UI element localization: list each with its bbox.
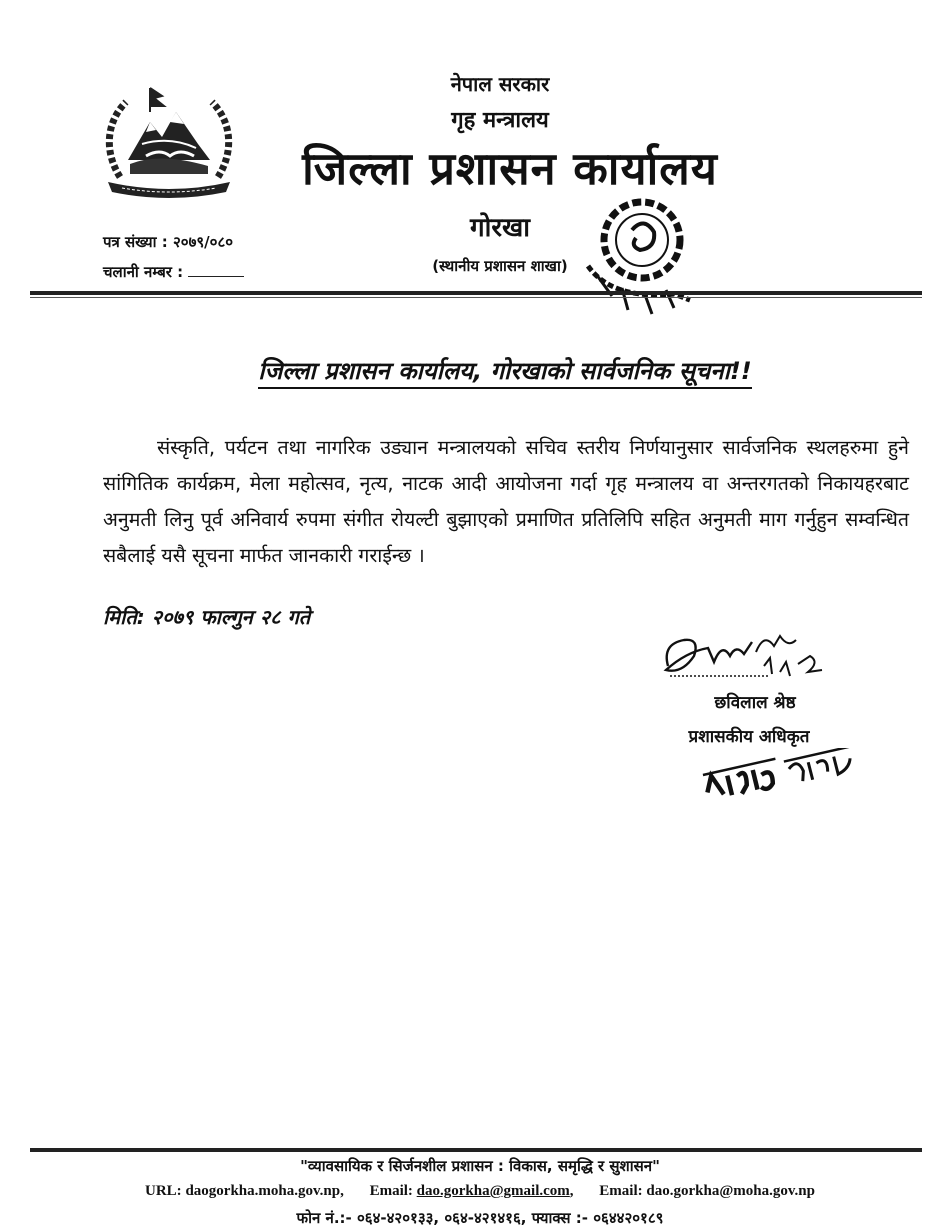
footer-divider — [30, 1148, 922, 1152]
government-name: नेपाल सरकार — [450, 72, 550, 96]
office-round-stamp — [582, 196, 702, 322]
footer-phone-fax: फोन नं.:- ०६४-४२०१३३, ०६४-४२१४१६, फ्याक्स :- ०६४४२०१८९ — [296, 1209, 664, 1227]
email-link-gmail[interactable]: dao.gorkha@gmail.com — [416, 1183, 570, 1199]
header-divider-thin — [30, 297, 922, 298]
district-name: गोरखा — [469, 213, 530, 243]
signatory-title: प्रशासकीय अधिकृत — [688, 727, 810, 747]
website-link[interactable]: daogorkha.moha.gov.np, — [185, 1183, 344, 1199]
notice-title — [150, 354, 860, 387]
notice-body: संस्कृति, पर्यटन तथा नागरिक उड्यान मन्त्रालयको सचिव स्तरीय निर्णयानुसार सार्वजनिक स्थलहरुमा हुने सांगितिक कार्यक्रम, मेला महोत्सव, नृत्य, नाटक आदी आयोजना गर्दा गृह मन्त्रालय वा अन्तरगतको निकायहरबाट अनुमती लिनु पूर्व अनिवार्य रुपमा संगीत रोयल्टी बुझाएको प्रमाणित प्रतिलिपि सहित अनुमती माग गर्नुहुन सम्वन्धित सबैलाई यसै सूचना मार्फत जानकारी गराईन्छ । — [103, 436, 909, 567]
email-label-1: Email: — [369, 1183, 413, 1199]
footer-contact-line: URL: daogorkha.moha.gov.np, Email: dao.gorkha@gmail.com, Email: dao.gorkha@moha.gov.np — [145, 1183, 815, 1199]
handwritten-signature — [660, 622, 844, 692]
branch-name: (स्थानीय प्रशासन शाखा) — [432, 257, 568, 275]
header-divider — [30, 291, 922, 295]
designation-rubber-stamp — [700, 748, 864, 806]
footer-motto: "व्यावसायिक र सिर्जनशील प्रशासन : विकास, समृद्धि र सुशासन" — [300, 1157, 660, 1175]
email-label-2: Email: — [599, 1183, 643, 1199]
dispatch-number-label: चलानी नम्बर : — [103, 263, 184, 281]
ministry-name: गृह मन्त्रालय — [451, 108, 549, 133]
signatory-name: छविलाल श्रेष्ठ — [714, 693, 796, 713]
notice-date: मिति: २०७९ फाल्गुन २८ गते — [103, 605, 311, 629]
office-name-heading: जिल्ला प्रशासन कार्यालय — [302, 142, 718, 195]
nepal-coat-of-arms-emblem — [100, 82, 238, 200]
email-link-moha[interactable]: dao.gorkha@moha.gov.np — [646, 1183, 815, 1199]
notice-title-text: जिल्ला प्रशासन कार्यालय, गोरखाको सार्वजनिक सूचना!! — [258, 357, 751, 389]
url-label: URL: — [145, 1183, 182, 1199]
letter-number: पत्र संख्या : २०७९/०८० — [103, 233, 234, 251]
dispatch-number — [103, 262, 244, 282]
dispatch-number-blank — [188, 262, 244, 277]
